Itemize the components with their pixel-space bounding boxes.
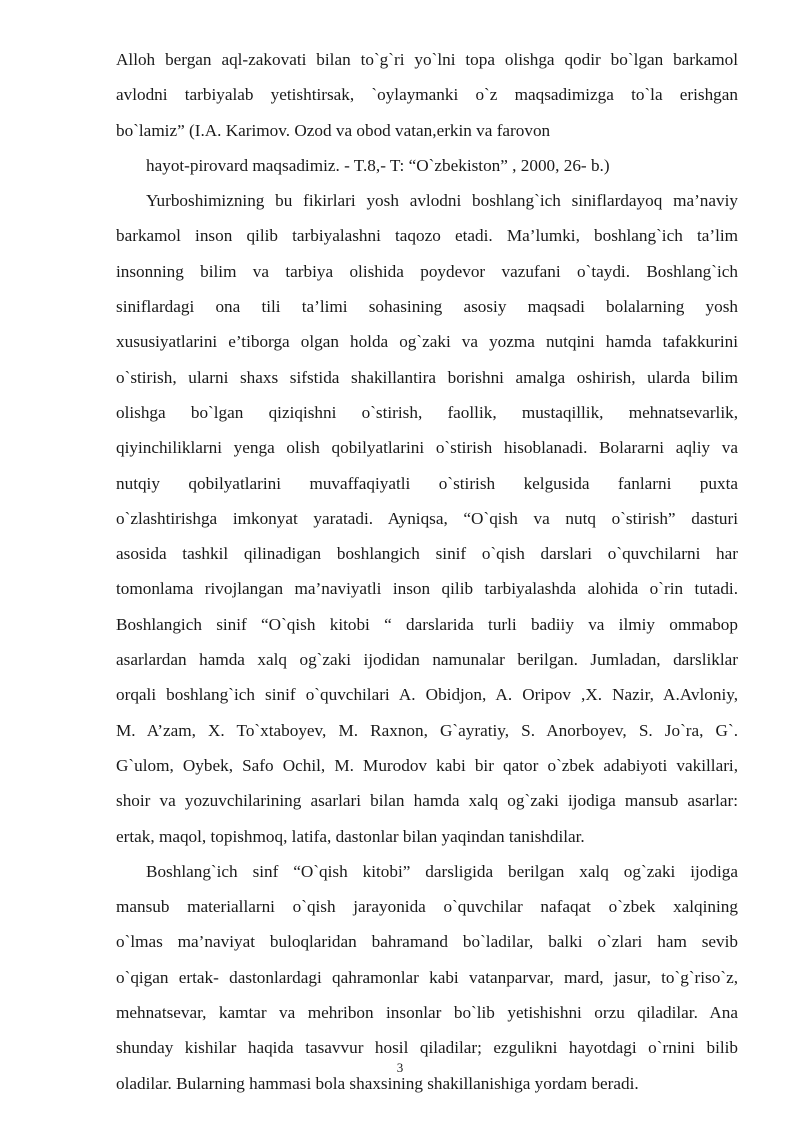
- page-number: 3: [396, 1060, 404, 1075]
- text-line: bo`lamiz” (I.A. Karimov. Ozod va obod vatan,erkin va farovon: [116, 120, 551, 140]
- text-line: o`zlashtirishga imkonyat yaratadi. Ayniqsa, “O`qish va nutq o`stirish” dasturi: [116, 508, 738, 528]
- text-line: barkamol inson qilib tarbiyalashni taqozo etadi. Ma’lumki, boshlang`ich ta’lim: [116, 226, 738, 246]
- text-line: avlodni tarbiyalab yetishtirsak, `oylaymanki o`z maqsadimizga to`la erishgan: [116, 85, 738, 105]
- text-line: qiyinchiliklarni yenga olish qobilyatlarini o`stirish hisoblanadi. Bolararni aqliy va: [116, 438, 738, 458]
- text-line: mehnatsevar, kamtar va mehribon insonlar bo`lib yetishishni orzu qiladilar. Ana: [116, 1003, 738, 1023]
- text-line: o`lmas ma’naviyat buloqlaridan bahramand bo`ladilar, balki o`zlari ham sevib: [116, 932, 738, 952]
- text-line: Boshlangich sinif “O`qish kitobi “ darslarida turli badiiy va ilmiy ommabop: [116, 614, 738, 634]
- text-line: mansub materiallarni o`qish jarayonida o`quvchilar nafaqat o`zbek xalqining: [116, 897, 738, 917]
- text-line: insonning bilim va tarbiya olishida poydevor vazufani o`taydi. Boshlang`ich: [116, 261, 738, 281]
- text-line: shunday kishilar haqida tasavvur hosil qiladilar; ezgulikni hayotdagi o`rnini bilib: [116, 1038, 738, 1058]
- text-line: Alloh bergan aql-zakovati bilan to`g`ri yo`lni topa olishga qodir bo`lgan barkamol: [116, 50, 738, 69]
- text-line: orqali boshlang`ich sinif o`quvchilari A. Obidjon, A. Oripov ,X. Nazir, A.Avloniy,: [116, 685, 738, 705]
- text-line: M. A’zam, X. To`xtaboyev, M. Raxnon, G`ayratiy, S. Anorboyev, S. Jo`ra, G`.: [116, 720, 738, 740]
- text-line: asosida tashkil qilinadigan boshlangich sinif o`qish darslari o`quvchilarni har: [116, 544, 738, 564]
- text-line: G`ulom, Oybek, Safo Ochil, M. Murodov kabi bir qator o`zbek adabiyoti vakillari,: [116, 755, 738, 775]
- document-body: [116, 42, 738, 1101]
- text-line: oladilar. Bularning hammasi bola shaxsining shakillanishiga yordam beradi.: [116, 1073, 639, 1093]
- text-line: shoir va yozuvchilarining asarlari bilan hamda xalq og`zaki ijodiga mansub asarlar:: [116, 791, 738, 811]
- paragraph-first-line: Boshlang`ich sinf “O`qish kitobi” darsligida berilgan xalq og`zaki ijodiga: [146, 861, 738, 881]
- text-line: o`qigan ertak- dastonlardagi qahramonlar kabi vatanparvar, mard, jasur, to`g`riso`z,: [116, 967, 738, 987]
- text-line: asarlardan hamda xalq og`zaki ijodidan namunalar berilgan. Jumladan, darsliklar: [116, 650, 738, 670]
- text-line: xususiyatlarini e’tiborga olgan holda og`zaki va yozma nutqini hamda tafakkurini: [116, 332, 738, 352]
- text-line: siniflardagi ona tili ta’limi sohasining asosiy maqsadi bolalarning yosh: [116, 297, 738, 317]
- text-line: tomonlama rivojlangan ma’naviyatli inson qilib tarbiyalashda alohida o`rin tutadi.: [116, 579, 738, 599]
- text-line: olishga bo`lgan qiziqishni o`stirish, faollik, mustaqillik, mehnatsevarlik,: [116, 402, 738, 422]
- text-line: hayot-pirovard maqsadimiz. - T.8,- T: “O`zbekiston” , 2000, 26- b.): [146, 155, 610, 175]
- text-line: nutqiy qobilyatlarini muvaffaqiyatli o`stirish kelgusida fanlarni puxta: [116, 473, 738, 493]
- paragraph-first-line: Yurboshimizning bu fikirlari yosh avlodni boshlang`ich siniflardayoq ma’naviy: [146, 191, 738, 211]
- text-line: ertak, maqol, topishmoq, latifa, dastonlar bilan yaqindan tanishdilar.: [116, 826, 585, 846]
- text-line: o`stirish, ularni shaxs sifstida shakillantira borishni amalga oshirish, ularda bilim: [116, 367, 738, 387]
